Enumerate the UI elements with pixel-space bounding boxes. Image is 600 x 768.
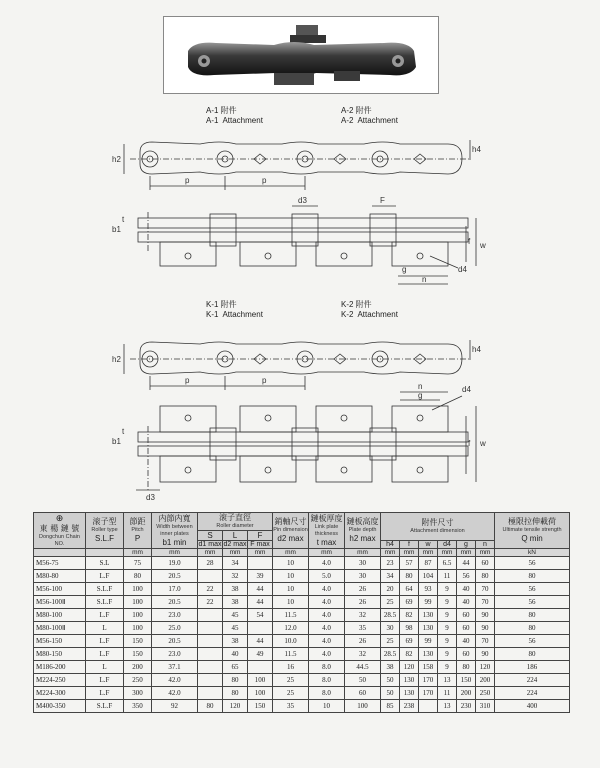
table-cell: 39 <box>248 570 273 583</box>
table-cell <box>198 635 223 648</box>
table-cell: 4.0 <box>309 583 345 596</box>
a-side-view <box>124 140 470 190</box>
header-att-w: w <box>419 541 438 549</box>
header-att-h4: h4 <box>381 541 400 549</box>
table-cell: 9 <box>438 596 457 609</box>
table-cell: 200 <box>124 661 152 674</box>
header-row-names <box>34 513 570 531</box>
table-row <box>34 622 570 635</box>
table-cell: 100 <box>248 687 273 700</box>
table-cell: 230 <box>457 700 476 713</box>
unit-af: mm <box>400 549 419 557</box>
table-cell: 25 <box>381 635 400 648</box>
table-cell: 38 <box>381 661 400 674</box>
table-cell: 44 <box>457 557 476 570</box>
header-d2r: d2 max <box>223 541 247 548</box>
table-cell: 25.0 <box>152 622 198 635</box>
table-cell: 310 <box>476 700 495 713</box>
table-cell: 238 <box>400 700 419 713</box>
table-cell: 32 <box>223 570 248 583</box>
a-plan-view <box>138 206 476 284</box>
table-cell: 26 <box>345 635 381 648</box>
table-cell: 26 <box>345 583 381 596</box>
table-cell: 37.1 <box>152 661 198 674</box>
table-row <box>34 609 570 622</box>
table-cell: 100 <box>345 700 381 713</box>
table-cell: 130 <box>419 622 438 635</box>
table-cell: 56 <box>495 557 570 570</box>
table-row <box>34 661 570 674</box>
table-cell: 80 <box>495 570 570 583</box>
table-cell: 85 <box>381 700 400 713</box>
dim-a-n: n <box>422 275 427 284</box>
header-s: S <box>198 531 223 541</box>
table-cell: 10 <box>273 583 309 596</box>
header-chain-no: ⊕ 東 楊 鏈 號 Dongchun Chain NO. <box>34 513 86 549</box>
spec-table-body <box>34 557 570 713</box>
table-cell: 120 <box>400 661 419 674</box>
header-link-plate: 鏈板厚度 Link plate thickness t max <box>310 513 343 547</box>
table-row <box>34 557 570 570</box>
table-cell: S.L.F <box>86 583 124 596</box>
unit-w: mm <box>419 549 438 557</box>
table-cell: 32 <box>345 609 381 622</box>
table-cell: L.F <box>86 648 124 661</box>
table-cell: 16 <box>273 661 309 674</box>
table-cell: L.F <box>86 609 124 622</box>
dim-k-w: w <box>480 439 486 448</box>
table-cell: 158 <box>419 661 438 674</box>
table-cell: 56 <box>457 570 476 583</box>
table-cell: 100 <box>124 622 152 635</box>
table-cell <box>198 674 223 687</box>
table-cell: 100 <box>248 674 273 687</box>
table-cell <box>198 622 223 635</box>
dim-a-w: w <box>480 241 486 250</box>
table-cell: 32 <box>345 648 381 661</box>
table-cell: 11 <box>438 687 457 700</box>
table-cell: 40 <box>457 583 476 596</box>
model-cell: M56-100Ⅱ <box>34 596 86 609</box>
table-cell: 60 <box>345 687 381 700</box>
unit-blank-2 <box>86 549 124 557</box>
model-cell: M224-300 <box>34 687 86 700</box>
dim-a-f: f <box>468 237 471 246</box>
k-plan-view <box>136 392 476 490</box>
attachment-k1-label: K-1 附件 K-1 Attachment <box>206 300 263 319</box>
table-cell: 130 <box>400 674 419 687</box>
dim-k-f: f <box>468 439 471 448</box>
table-cell: 11 <box>438 570 457 583</box>
header-att-d4: d4 <box>438 541 457 549</box>
table-cell: 34 <box>223 557 248 570</box>
table-cell: 56 <box>495 635 570 648</box>
model-cell: M400-350 <box>34 700 86 713</box>
table-cell: 44 <box>248 635 273 648</box>
table-cell: 19.0 <box>152 557 198 570</box>
table-cell <box>248 557 273 570</box>
table-cell: 120 <box>223 700 248 713</box>
table-row <box>34 674 570 687</box>
table-cell: 11.5 <box>273 648 309 661</box>
header-att-n: n <box>476 541 495 549</box>
table-cell: 100 <box>124 609 152 622</box>
header-strength: 極限拉伸載荷 Ultimate tensile strength Q min <box>495 513 570 549</box>
table-cell: 11.5 <box>273 609 309 622</box>
table-row <box>34 700 570 713</box>
table-cell: 49 <box>248 648 273 661</box>
table-cell: 70 <box>476 583 495 596</box>
table-cell: 30 <box>381 622 400 635</box>
table-cell: 12.0 <box>273 622 309 635</box>
table-cell: 150 <box>457 674 476 687</box>
table-cell: 4.0 <box>309 609 345 622</box>
table-cell: 35 <box>273 700 309 713</box>
table-cell: 4.0 <box>309 596 345 609</box>
table-cell: 28.5 <box>381 609 400 622</box>
attachment-a2-label: A-2 附件 A-2 Attachment <box>341 106 398 125</box>
table-cell: 82 <box>400 609 419 622</box>
table-cell: 170 <box>419 687 438 700</box>
table-cell: 150 <box>124 648 152 661</box>
dim-a-p1: p <box>185 176 190 185</box>
table-cell: L.F <box>86 635 124 648</box>
table-cell: 40 <box>457 635 476 648</box>
model-cell: M224-250 <box>34 674 86 687</box>
table-cell: 69 <box>400 596 419 609</box>
table-cell: 50 <box>381 687 400 700</box>
table-cell <box>248 661 273 674</box>
table-cell: 93 <box>419 583 438 596</box>
table-cell: 9 <box>438 635 457 648</box>
dim-a-b1: b1 <box>112 225 121 234</box>
dim-a-d3: d3 <box>298 196 307 205</box>
table-cell: 60 <box>457 622 476 635</box>
table-cell: 90 <box>476 609 495 622</box>
table-cell: S.L.F <box>86 596 124 609</box>
table-cell: S.L.F <box>86 700 124 713</box>
unit-g: mm <box>457 549 476 557</box>
table-cell: 44.5 <box>345 661 381 674</box>
header-plate-depth: 鏈板高度 Plate depth h2 max <box>345 513 381 549</box>
table-cell <box>198 687 223 700</box>
table-row <box>34 635 570 648</box>
table-cell: 350 <box>124 700 152 713</box>
table-cell: 130 <box>419 609 438 622</box>
table-cell: 50 <box>381 674 400 687</box>
header-d1: d1 max <box>198 541 222 548</box>
dim-a-F: F <box>380 196 385 205</box>
dim-k-h4: h4 <box>472 345 481 354</box>
table-cell: 4.0 <box>309 622 345 635</box>
model-cell: M56-75 <box>34 557 86 570</box>
table-cell: 130 <box>400 687 419 700</box>
table-cell: 99 <box>419 596 438 609</box>
unit-plate: mm <box>345 549 381 557</box>
model-cell: M186-200 <box>34 661 86 674</box>
dim-k-t: t <box>122 427 125 436</box>
table-cell: 60 <box>457 609 476 622</box>
table-cell: 20 <box>381 583 400 596</box>
dim-k-n: n <box>418 382 423 391</box>
table-row <box>34 687 570 700</box>
table-cell <box>198 661 223 674</box>
unit-h4: mm <box>381 549 400 557</box>
dim-a-d4: d4 <box>458 265 467 274</box>
spec-table <box>33 512 570 713</box>
table-cell: 25 <box>273 674 309 687</box>
header-width: 内節内寬 Width between inner plates b1 min <box>152 513 198 549</box>
unit-d4: mm <box>438 549 457 557</box>
table-cell: 25 <box>381 596 400 609</box>
table-cell: 10 <box>273 557 309 570</box>
table-cell: 82 <box>400 648 419 661</box>
table-cell: 100 <box>124 596 152 609</box>
table-row <box>34 570 570 583</box>
dim-k-p2: p <box>262 376 267 385</box>
header-pin: 銷軸尺寸 Pin dimension d2 max <box>273 513 309 549</box>
table-cell: 10 <box>273 570 309 583</box>
table-cell: 38 <box>223 583 248 596</box>
table-cell: 20.5 <box>152 635 198 648</box>
table-row <box>34 583 570 596</box>
table-cell: 44 <box>248 583 273 596</box>
table-cell: 104 <box>419 570 438 583</box>
table-cell: 26 <box>345 596 381 609</box>
table-cell: 200 <box>457 687 476 700</box>
table-cell: L.F <box>86 570 124 583</box>
table-cell: 20.5 <box>152 596 198 609</box>
table-cell: 98 <box>400 622 419 635</box>
table-cell: 400 <box>495 700 570 713</box>
dim-a-t: t <box>122 215 125 224</box>
table-cell: 100 <box>124 583 152 596</box>
table-cell: L.F <box>86 674 124 687</box>
dim-a-h2: h2 <box>112 155 121 164</box>
table-cell: 4.0 <box>309 557 345 570</box>
table-cell: 35 <box>345 622 381 635</box>
table-cell: 60 <box>476 557 495 570</box>
table-cell: 224 <box>495 687 570 700</box>
table-cell: 60 <box>457 648 476 661</box>
table-cell: 42.0 <box>152 687 198 700</box>
table-cell <box>198 609 223 622</box>
table-cell: 4.0 <box>309 635 345 648</box>
dim-a-p2: p <box>262 176 267 185</box>
table-cell: 45 <box>223 609 248 622</box>
dim-k-d3: d3 <box>146 493 155 502</box>
table-cell: 57 <box>400 557 419 570</box>
attachment-a1-label: A-1 附件 A-1 Attachment <box>206 106 263 125</box>
table-cell: 80 <box>495 648 570 661</box>
table-cell: 22 <box>198 583 223 596</box>
header-fmax: F max <box>248 541 273 549</box>
unit-width: mm <box>152 549 198 557</box>
unit-pitch: mm <box>124 549 152 557</box>
dim-k-d4: d4 <box>462 385 471 394</box>
table-cell: 17.0 <box>152 583 198 596</box>
header-attachment: 附件尺寸 Attachment dimension <box>381 513 495 541</box>
header-row-units <box>34 549 570 557</box>
table-cell: 9 <box>438 648 457 661</box>
table-cell: 5.0 <box>309 570 345 583</box>
table-cell: 90 <box>476 648 495 661</box>
table-cell: 38 <box>223 596 248 609</box>
dim-a-g: g <box>402 265 407 274</box>
table-cell: 70 <box>476 635 495 648</box>
table-cell: 42.0 <box>152 674 198 687</box>
table-cell: 8.0 <box>309 687 345 700</box>
table-cell: S.L <box>86 557 124 570</box>
table-cell: 87 <box>419 557 438 570</box>
table-cell: 28.5 <box>381 648 400 661</box>
unit-fmax: mm <box>248 549 273 557</box>
header-f: F <box>248 531 273 541</box>
table-cell: 300 <box>124 687 152 700</box>
table-cell: 50 <box>345 674 381 687</box>
header-roller-diameter: 滚子直徑 Roller diameter <box>198 513 273 531</box>
table-cell: 80 <box>198 700 223 713</box>
table-cell: 69 <box>400 635 419 648</box>
table-cell: 30 <box>345 570 381 583</box>
dim-k-p1: p <box>185 376 190 385</box>
table-cell: 9 <box>438 661 457 674</box>
table-cell <box>419 700 438 713</box>
table-cell <box>198 570 223 583</box>
table-cell: 54 <box>248 609 273 622</box>
table-cell: 28 <box>198 557 223 570</box>
header-l: L <box>223 531 248 541</box>
model-cell: M80-150 <box>34 648 86 661</box>
dim-k-g: g <box>418 391 423 400</box>
table-cell: 40 <box>223 648 248 661</box>
table-cell: 10.0 <box>273 635 309 648</box>
table-cell <box>198 648 223 661</box>
model-cell: M80-80 <box>34 570 86 583</box>
unit-pin: mm <box>273 549 309 557</box>
table-cell: 99 <box>419 635 438 648</box>
table-cell: 30 <box>345 557 381 570</box>
table-cell: 9 <box>438 622 457 635</box>
table-cell: 56 <box>495 583 570 596</box>
header-roller-type: 滚子型 Roller type S.L.F <box>86 513 124 549</box>
table-cell: 186 <box>495 661 570 674</box>
table-cell: 80 <box>223 674 248 687</box>
table-cell: 23.0 <box>152 648 198 661</box>
table-cell: 200 <box>476 674 495 687</box>
table-cell: 23 <box>381 557 400 570</box>
model-cell: M80-100 <box>34 609 86 622</box>
table-cell: 64 <box>400 583 419 596</box>
table-cell: 40 <box>457 596 476 609</box>
table-cell <box>248 622 273 635</box>
table-row <box>34 648 570 661</box>
unit-d1: mm <box>198 549 223 557</box>
table-cell: 130 <box>419 648 438 661</box>
table-cell: 150 <box>248 700 273 713</box>
table-cell: 22 <box>198 596 223 609</box>
table-cell: 80 <box>400 570 419 583</box>
table-cell: 80 <box>495 609 570 622</box>
table-cell: 9 <box>438 583 457 596</box>
table-cell: 45 <box>223 622 248 635</box>
attachment-k2-label: K-2 附件 K-2 Attachment <box>341 300 398 319</box>
unit-strength: kN <box>495 549 570 557</box>
table-cell: 70 <box>476 596 495 609</box>
dim-k-b1: b1 <box>112 437 121 446</box>
table-cell: 224 <box>495 674 570 687</box>
table-cell: 65 <box>223 661 248 674</box>
unit-d2r: mm <box>223 549 248 557</box>
model-cell: M56-150 <box>34 635 86 648</box>
table-cell: 10 <box>309 700 345 713</box>
table-cell: 80 <box>457 661 476 674</box>
table-cell: 120 <box>476 661 495 674</box>
table-cell: 92 <box>152 700 198 713</box>
table-cell: 80 <box>476 570 495 583</box>
table-cell: 20.5 <box>152 570 198 583</box>
table-cell: 13 <box>438 674 457 687</box>
table-cell: 4.0 <box>309 648 345 661</box>
table-cell: 13 <box>438 700 457 713</box>
table-cell: 44 <box>248 596 273 609</box>
table-cell: 80 <box>495 622 570 635</box>
table-cell: 8.0 <box>309 661 345 674</box>
table-cell: 80 <box>124 570 152 583</box>
table-cell: 38 <box>223 635 248 648</box>
table-cell: 6.5 <box>438 557 457 570</box>
table-row <box>34 596 570 609</box>
table-cell: 150 <box>124 635 152 648</box>
unit-n: mm <box>476 549 495 557</box>
table-cell: 170 <box>419 674 438 687</box>
unit-blank-1 <box>34 549 86 557</box>
header-pitch: 節距 Pitch P <box>124 513 152 549</box>
table-cell: 56 <box>495 596 570 609</box>
table-cell: 10 <box>273 596 309 609</box>
table-cell: 23.0 <box>152 609 198 622</box>
table-cell: 75 <box>124 557 152 570</box>
unit-link: mm <box>309 549 345 557</box>
table-cell: 80 <box>223 687 248 700</box>
table-cell: L <box>86 622 124 635</box>
header-att-g: g <box>457 541 476 549</box>
dim-a-h4: h4 <box>472 145 481 154</box>
table-cell: L <box>86 661 124 674</box>
table-cell: 9 <box>438 609 457 622</box>
table-cell: 90 <box>476 622 495 635</box>
table-cell: 25 <box>273 687 309 700</box>
table-cell: 250 <box>476 687 495 700</box>
header-att-f: f <box>400 541 419 549</box>
table-cell: 250 <box>124 674 152 687</box>
dim-k-h2: h2 <box>112 355 121 364</box>
table-cell: L.F <box>86 687 124 700</box>
table-cell: 8.0 <box>309 674 345 687</box>
table-cell: 34 <box>381 570 400 583</box>
model-cell: M80-100Ⅱ <box>34 622 86 635</box>
model-cell: M56-100 <box>34 583 86 596</box>
